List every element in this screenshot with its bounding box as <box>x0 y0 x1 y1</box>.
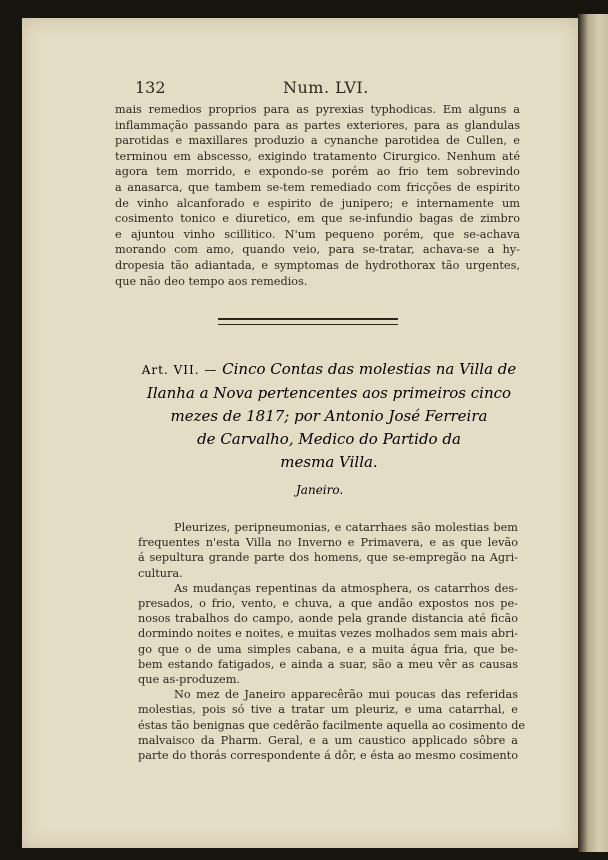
text-line: a anasarca, que tambem se-tem remediado com fricções de espirito <box>115 180 520 194</box>
text-line: No mez de Janeiro apparecêrão mui poucas das referidas <box>174 688 518 702</box>
text-line: que as-produzem. <box>138 673 241 687</box>
text-line: mais remedios proprios para as pyrexias typhodicas. Em alguns a <box>115 103 520 116</box>
section-divider <box>218 318 398 325</box>
top-paragraph <box>115 102 520 289</box>
text-line: malvaisco da Pharm. Geral, e a um caustico applicado sôbre a <box>138 733 518 747</box>
text-line: cosimento tonico e diuretico, em que se-infundio bagas de zimbro <box>115 212 520 226</box>
article-title-line: de Carvalho, Medico do Partido da <box>197 430 461 448</box>
text-line: e ajuntou vinho scillitico. N'um pequeno porém, que se-achava <box>115 227 520 241</box>
text-line: parte do thorás correspondente á dôr, e ésta ao mesmo cosimento <box>138 749 518 763</box>
book-edge <box>578 14 608 852</box>
article-title-line: mezes de 1817; por Antonio José Ferreira <box>170 407 488 425</box>
text-line: bem estando fatigados, e ainda a suar, são a meu vêr as causas <box>138 657 518 671</box>
text-line: terminou em abscesso, exigindo tratamento Cirurgico. Nenhum até <box>115 149 520 163</box>
text-line: molestias, pois só tive a tratar um pleuriz, e uma catarrhal, e <box>138 703 518 717</box>
body-text <box>138 520 526 763</box>
text-line: presados, o frio, vento, e chuva, a que andão expostos nos pe- <box>138 597 518 611</box>
text-line: Pleurizes, peripneumonias, e catarrhaes são molestias bem <box>174 521 518 534</box>
text-line: de vinho alcanforado e espirito de junipero; e internamente um <box>115 196 520 210</box>
text-line: nosos trabalhos do campo, aonde pela grande distancia até ficão <box>138 612 518 626</box>
page-number: 132 <box>135 78 166 97</box>
text-line: dormindo noites e noites, e muitas vezes molhados sem mais abri- <box>138 627 518 641</box>
text-line: cultura. <box>138 566 183 580</box>
month-heading: Janeiro. <box>296 483 344 497</box>
text-line: agora tem morrido, e expondo-se porém ao frio tem sobrevindo <box>115 165 520 179</box>
article-line <box>138 358 520 382</box>
running-title: Num. LVI. <box>283 78 369 97</box>
article-title-line: Cinco Contas das molestias na Villa de <box>222 360 517 378</box>
article-title-line: Ilanha a Nova pertencentes aos primeiros cinco <box>146 384 512 402</box>
text-line: inflammação passando para as partes exteriores, para as glandulas <box>115 118 520 132</box>
article-label: Art. VII. — <box>141 363 218 377</box>
text-line: á sepultura grande parte dos homens, que se-empregão na Agri- <box>138 551 518 565</box>
text-line: parotidas e maxillares produzio a cynanche parotidea de Cullen, e <box>115 134 520 148</box>
article-heading <box>138 358 520 474</box>
page-header <box>115 76 520 102</box>
text-line: que não deo tempo aos remedios. <box>115 274 308 288</box>
page-content <box>115 76 520 289</box>
text-line: morando com amo, quando veio, para se-tratar, achava-se a hy- <box>115 243 520 257</box>
text-line: As mudanças repentinas da atmosphera, os catarrhos des- <box>174 581 518 595</box>
text-line: go que o de uma simples cabana, e a muita água fria, que be- <box>138 642 518 656</box>
text-line: dropesia tão adiantada, e symptomas de hydrothorax tão urgentes, <box>115 258 520 272</box>
article-title-line: mesma Villa. <box>280 453 378 471</box>
text-line: éstas tão benignas que cedêrão facilmente aquella ao cosimento de <box>138 718 526 732</box>
text-line: frequentes n'esta Villa no Inverno e Primavera, e as que levão <box>138 536 518 550</box>
